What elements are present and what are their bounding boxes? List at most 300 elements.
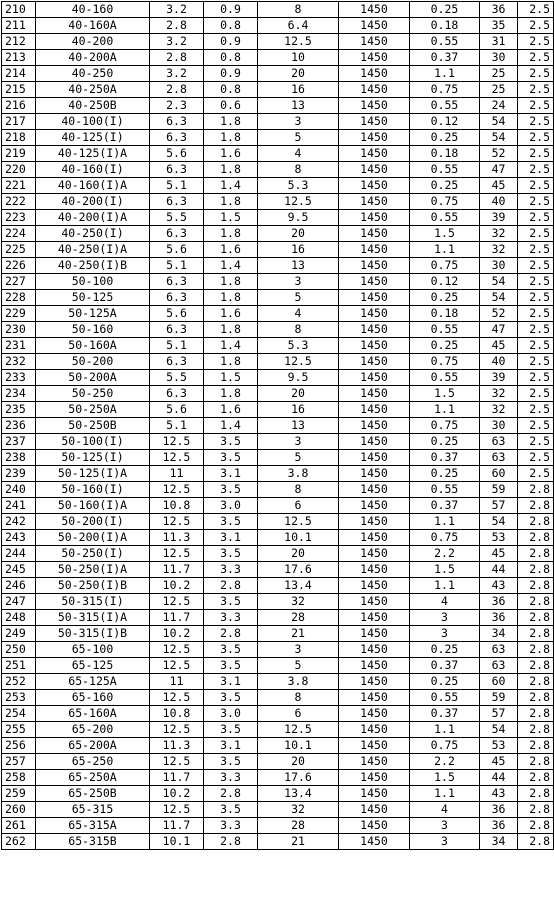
table-cell-flow-value-2: 1.4	[204, 418, 258, 434]
table-cell-row-number: 246	[2, 578, 36, 594]
table-cell-model: 65-315	[36, 802, 150, 818]
table-cell-head-value: 8	[258, 2, 339, 18]
table-cell-speed-value: 1450	[339, 98, 410, 114]
table-row	[2, 450, 554, 466]
table-cell-power-value: 0.75	[410, 82, 480, 98]
table-cell-efficiency-value: 54	[480, 130, 518, 146]
table-cell-row-number: 247	[2, 594, 36, 610]
table-cell-flow-value-2: 3.5	[204, 754, 258, 770]
table-cell-flow-value-2: 3.5	[204, 658, 258, 674]
table-cell-efficiency-value: 34	[480, 834, 518, 850]
table-cell-npsh-value: 2.8	[518, 578, 554, 594]
table-cell-flow-value: 6.3	[150, 194, 204, 210]
table-cell-power-value: 0.25	[410, 466, 480, 482]
table-cell-flow-value: 11.7	[150, 562, 204, 578]
table-cell-row-number: 227	[2, 274, 36, 290]
table-cell-speed-value: 1450	[339, 306, 410, 322]
table-cell-flow-value-2: 1.8	[204, 290, 258, 306]
table-cell-flow-value-2: 3.5	[204, 802, 258, 818]
table-cell-flow-value: 11.7	[150, 610, 204, 626]
table-cell-speed-value: 1450	[339, 722, 410, 738]
table-cell-npsh-value: 2.8	[518, 658, 554, 674]
table-row	[2, 50, 554, 66]
table-cell-head-value: 5	[258, 290, 339, 306]
table-cell-speed-value: 1450	[339, 642, 410, 658]
table-cell-head-value: 3	[258, 434, 339, 450]
table-cell-efficiency-value: 57	[480, 706, 518, 722]
table-row	[2, 722, 554, 738]
table-cell-row-number: 219	[2, 146, 36, 162]
table-cell-efficiency-value: 54	[480, 514, 518, 530]
table-cell-power-value: 0.75	[410, 258, 480, 274]
table-row	[2, 258, 554, 274]
table-cell-speed-value: 1450	[339, 770, 410, 786]
table-cell-speed-value: 1450	[339, 498, 410, 514]
table-cell-flow-value-2: 0.6	[204, 98, 258, 114]
table-cell-power-value: 0.75	[410, 194, 480, 210]
table-cell-row-number: 245	[2, 562, 36, 578]
table-cell-flow-value: 10.2	[150, 626, 204, 642]
table-row	[2, 18, 554, 34]
table-cell-model: 50-250	[36, 386, 150, 402]
table-cell-efficiency-value: 59	[480, 482, 518, 498]
table-cell-efficiency-value: 60	[480, 674, 518, 690]
table-cell-head-value: 13	[258, 258, 339, 274]
table-cell-npsh-value: 2.5	[518, 370, 554, 386]
table-cell-flow-value: 12.5	[150, 514, 204, 530]
table-cell-flow-value-2: 2.8	[204, 786, 258, 802]
table-cell-npsh-value: 2.5	[518, 242, 554, 258]
table-cell-speed-value: 1450	[339, 322, 410, 338]
table-cell-flow-value: 11.3	[150, 738, 204, 754]
table-cell-npsh-value: 2.5	[518, 386, 554, 402]
table-row	[2, 642, 554, 658]
table-cell-flow-value-2: 1.5	[204, 210, 258, 226]
table-cell-head-value: 3	[258, 274, 339, 290]
table-cell-row-number: 260	[2, 802, 36, 818]
table-row	[2, 530, 554, 546]
table-cell-flow-value-2: 3.5	[204, 434, 258, 450]
table-cell-row-number: 250	[2, 642, 36, 658]
table-cell-npsh-value: 2.5	[518, 18, 554, 34]
table-row	[2, 770, 554, 786]
table-cell-efficiency-value: 45	[480, 754, 518, 770]
table-cell-flow-value: 6.3	[150, 226, 204, 242]
table-cell-row-number: 234	[2, 386, 36, 402]
table-cell-speed-value: 1450	[339, 114, 410, 130]
table-cell-flow-value: 6.3	[150, 322, 204, 338]
table-cell-head-value: 20	[258, 66, 339, 82]
table-row	[2, 610, 554, 626]
table-cell-npsh-value: 2.5	[518, 434, 554, 450]
table-cell-npsh-value: 2.5	[518, 114, 554, 130]
table-cell-head-value: 12.5	[258, 514, 339, 530]
table-cell-model: 40-160(I)A	[36, 178, 150, 194]
table-cell-npsh-value: 2.8	[518, 802, 554, 818]
table-cell-efficiency-value: 34	[480, 626, 518, 642]
table-cell-speed-value: 1450	[339, 50, 410, 66]
table-cell-speed-value: 1450	[339, 402, 410, 418]
table-cell-efficiency-value: 40	[480, 194, 518, 210]
table-cell-efficiency-value: 52	[480, 146, 518, 162]
table-cell-power-value: 2.2	[410, 546, 480, 562]
table-cell-speed-value: 1450	[339, 82, 410, 98]
table-cell-model: 40-200	[36, 34, 150, 50]
table-row	[2, 626, 554, 642]
table-cell-power-value: 3	[410, 626, 480, 642]
table-cell-flow-value: 2.8	[150, 50, 204, 66]
table-row	[2, 82, 554, 98]
table-cell-flow-value-2: 3.3	[204, 562, 258, 578]
table-cell-flow-value: 3.2	[150, 2, 204, 18]
table-cell-flow-value-2: 0.9	[204, 34, 258, 50]
table-cell-efficiency-value: 54	[480, 274, 518, 290]
table-cell-model: 40-250(I)A	[36, 242, 150, 258]
table-cell-power-value: 0.55	[410, 162, 480, 178]
table-cell-row-number: 235	[2, 402, 36, 418]
table-cell-power-value: 0.12	[410, 114, 480, 130]
table-cell-row-number: 231	[2, 338, 36, 354]
table-cell-row-number: 214	[2, 66, 36, 82]
table-cell-speed-value: 1450	[339, 130, 410, 146]
table-cell-flow-value-2: 3.5	[204, 722, 258, 738]
table-cell-model: 65-200A	[36, 738, 150, 754]
table-cell-row-number: 257	[2, 754, 36, 770]
table-cell-speed-value: 1450	[339, 610, 410, 626]
table-row	[2, 274, 554, 290]
table-cell-row-number: 217	[2, 114, 36, 130]
table-cell-model: 50-315(I)	[36, 594, 150, 610]
table-cell-flow-value: 5.1	[150, 338, 204, 354]
table-cell-efficiency-value: 32	[480, 242, 518, 258]
table-cell-power-value: 0.18	[410, 146, 480, 162]
table-cell-efficiency-value: 32	[480, 386, 518, 402]
table-cell-head-value: 6.4	[258, 18, 339, 34]
table-cell-npsh-value: 2.5	[518, 66, 554, 82]
table-cell-power-value: 1.5	[410, 770, 480, 786]
table-cell-model: 65-250A	[36, 770, 150, 786]
table-cell-model: 65-160	[36, 690, 150, 706]
table-cell-head-value: 13.4	[258, 578, 339, 594]
table-cell-power-value: 0.25	[410, 2, 480, 18]
table-cell-npsh-value: 2.5	[518, 178, 554, 194]
table-cell-head-value: 17.6	[258, 562, 339, 578]
table-row	[2, 482, 554, 498]
table-cell-efficiency-value: 35	[480, 18, 518, 34]
table-cell-power-value: 0.55	[410, 98, 480, 114]
table-cell-npsh-value: 2.5	[518, 34, 554, 50]
table-row	[2, 370, 554, 386]
table-row	[2, 546, 554, 562]
table-cell-row-number: 224	[2, 226, 36, 242]
table-cell-row-number: 223	[2, 210, 36, 226]
table-row	[2, 130, 554, 146]
table-cell-flow-value-2: 1.8	[204, 226, 258, 242]
table-row	[2, 498, 554, 514]
table-cell-flow-value-2: 3.5	[204, 546, 258, 562]
table-cell-flow-value: 11	[150, 466, 204, 482]
table-cell-efficiency-value: 63	[480, 642, 518, 658]
table-cell-efficiency-value: 57	[480, 498, 518, 514]
table-cell-head-value: 16	[258, 82, 339, 98]
table-cell-efficiency-value: 47	[480, 322, 518, 338]
table-cell-power-value: 0.25	[410, 642, 480, 658]
table-cell-flow-value: 5.6	[150, 402, 204, 418]
table-cell-model: 50-250(I)B	[36, 578, 150, 594]
table-cell-efficiency-value: 43	[480, 786, 518, 802]
table-cell-speed-value: 1450	[339, 706, 410, 722]
table-cell-flow-value-2: 1.8	[204, 354, 258, 370]
table-cell-flow-value: 2.3	[150, 98, 204, 114]
table-cell-head-value: 5	[258, 658, 339, 674]
table-cell-power-value: 1.5	[410, 562, 480, 578]
table-cell-flow-value-2: 2.8	[204, 626, 258, 642]
table-cell-flow-value-2: 1.8	[204, 274, 258, 290]
table-cell-row-number: 222	[2, 194, 36, 210]
table-cell-row-number: 259	[2, 786, 36, 802]
table-cell-flow-value: 12.5	[150, 754, 204, 770]
table-cell-speed-value: 1450	[339, 178, 410, 194]
table-row	[2, 290, 554, 306]
table-cell-flow-value: 5.1	[150, 178, 204, 194]
table-cell-head-value: 12.5	[258, 194, 339, 210]
table-cell-head-value: 6	[258, 498, 339, 514]
table-row	[2, 578, 554, 594]
table-cell-power-value: 0.25	[410, 290, 480, 306]
table-cell-flow-value-2: 1.8	[204, 386, 258, 402]
table-cell-model: 40-250B	[36, 98, 150, 114]
table-row	[2, 2, 554, 18]
table-cell-head-value: 28	[258, 610, 339, 626]
table-cell-row-number: 243	[2, 530, 36, 546]
table-cell-efficiency-value: 54	[480, 114, 518, 130]
table-cell-flow-value: 6.3	[150, 114, 204, 130]
table-cell-model: 65-315A	[36, 818, 150, 834]
table-row	[2, 34, 554, 50]
table-cell-speed-value: 1450	[339, 578, 410, 594]
table-cell-speed-value: 1450	[339, 466, 410, 482]
table-cell-speed-value: 1450	[339, 514, 410, 530]
table-cell-flow-value: 10.8	[150, 706, 204, 722]
table-cell-efficiency-value: 36	[480, 818, 518, 834]
table-cell-model: 50-160	[36, 322, 150, 338]
table-cell-flow-value-2: 1.4	[204, 258, 258, 274]
table-cell-efficiency-value: 63	[480, 658, 518, 674]
table-cell-power-value: 1.5	[410, 386, 480, 402]
table-cell-efficiency-value: 45	[480, 178, 518, 194]
table-cell-efficiency-value: 36	[480, 2, 518, 18]
table-cell-efficiency-value: 30	[480, 418, 518, 434]
table-cell-npsh-value: 2.8	[518, 642, 554, 658]
table-row	[2, 818, 554, 834]
table-cell-model: 50-200	[36, 354, 150, 370]
table-cell-row-number: 220	[2, 162, 36, 178]
table-cell-npsh-value: 2.5	[518, 226, 554, 242]
table-row	[2, 226, 554, 242]
table-cell-head-value: 9.5	[258, 210, 339, 226]
table-cell-model: 40-200(I)A	[36, 210, 150, 226]
table-cell-power-value: 0.25	[410, 674, 480, 690]
table-cell-model: 65-200	[36, 722, 150, 738]
table-cell-row-number: 244	[2, 546, 36, 562]
table-cell-power-value: 0.55	[410, 690, 480, 706]
table-cell-head-value: 10.1	[258, 738, 339, 754]
table-cell-flow-value: 12.5	[150, 450, 204, 466]
table-cell-npsh-value: 2.8	[518, 546, 554, 562]
table-cell-npsh-value: 2.8	[518, 706, 554, 722]
table-cell-flow-value: 11	[150, 674, 204, 690]
table-cell-model: 40-250	[36, 66, 150, 82]
table-cell-row-number: 256	[2, 738, 36, 754]
table-cell-speed-value: 1450	[339, 690, 410, 706]
table-cell-speed-value: 1450	[339, 562, 410, 578]
table-row	[2, 322, 554, 338]
table-cell-npsh-value: 2.8	[518, 482, 554, 498]
table-cell-head-value: 32	[258, 594, 339, 610]
table-cell-power-value: 0.55	[410, 370, 480, 386]
table-cell-efficiency-value: 53	[480, 530, 518, 546]
table-row	[2, 802, 554, 818]
table-cell-model: 50-200(I)A	[36, 530, 150, 546]
table-cell-flow-value: 12.5	[150, 482, 204, 498]
table-row	[2, 434, 554, 450]
table-cell-efficiency-value: 39	[480, 210, 518, 226]
table-cell-flow-value-2: 3.5	[204, 594, 258, 610]
table-cell-npsh-value: 2.5	[518, 290, 554, 306]
table-cell-flow-value-2: 3.1	[204, 530, 258, 546]
table-cell-flow-value: 3.2	[150, 34, 204, 50]
table-cell-row-number: 249	[2, 626, 36, 642]
table-cell-efficiency-value: 45	[480, 338, 518, 354]
table-cell-row-number: 261	[2, 818, 36, 834]
table-cell-power-value: 2.2	[410, 754, 480, 770]
table-cell-flow-value: 12.5	[150, 594, 204, 610]
table-cell-model: 50-200(I)	[36, 514, 150, 530]
table-cell-speed-value: 1450	[339, 818, 410, 834]
table-cell-model: 65-125	[36, 658, 150, 674]
table-cell-model: 65-100	[36, 642, 150, 658]
table-cell-flow-value-2: 0.8	[204, 82, 258, 98]
table-cell-row-number: 218	[2, 130, 36, 146]
table-cell-flow-value: 12.5	[150, 722, 204, 738]
table-row	[2, 194, 554, 210]
table-cell-flow-value-2: 0.8	[204, 50, 258, 66]
table-cell-row-number: 228	[2, 290, 36, 306]
table-cell-row-number: 252	[2, 674, 36, 690]
table-cell-flow-value-2: 3.1	[204, 466, 258, 482]
table-cell-speed-value: 1450	[339, 66, 410, 82]
table-cell-power-value: 0.75	[410, 738, 480, 754]
table-cell-efficiency-value: 47	[480, 162, 518, 178]
table-cell-row-number: 254	[2, 706, 36, 722]
table-cell-speed-value: 1450	[339, 354, 410, 370]
table-cell-power-value: 3	[410, 610, 480, 626]
table-cell-flow-value-2: 2.8	[204, 578, 258, 594]
table-cell-efficiency-value: 44	[480, 770, 518, 786]
table-cell-row-number: 232	[2, 354, 36, 370]
table-cell-flow-value: 5.1	[150, 418, 204, 434]
table-cell-row-number: 240	[2, 482, 36, 498]
table-cell-flow-value-2: 3.5	[204, 514, 258, 530]
table-cell-power-value: 0.37	[410, 706, 480, 722]
table-cell-head-value: 9.5	[258, 370, 339, 386]
table-cell-flow-value: 10.2	[150, 578, 204, 594]
table-cell-npsh-value: 2.5	[518, 466, 554, 482]
table-cell-model: 40-125(I)A	[36, 146, 150, 162]
table-cell-flow-value: 2.8	[150, 82, 204, 98]
table-cell-model: 65-125A	[36, 674, 150, 690]
table-cell-model: 50-250B	[36, 418, 150, 434]
table-cell-model: 50-160A	[36, 338, 150, 354]
table-cell-flow-value: 5.6	[150, 146, 204, 162]
table-cell-head-value: 16	[258, 242, 339, 258]
table-row	[2, 146, 554, 162]
table-cell-flow-value: 11.7	[150, 818, 204, 834]
table-cell-power-value: 0.18	[410, 306, 480, 322]
table-cell-row-number: 258	[2, 770, 36, 786]
table-row	[2, 706, 554, 722]
table-cell-speed-value: 1450	[339, 450, 410, 466]
table-cell-flow-value-2: 3.0	[204, 706, 258, 722]
table-cell-flow-value: 6.3	[150, 354, 204, 370]
table-cell-npsh-value: 2.5	[518, 98, 554, 114]
table-cell-model: 50-160(I)A	[36, 498, 150, 514]
table-cell-npsh-value: 2.8	[518, 562, 554, 578]
table-cell-flow-value: 6.3	[150, 130, 204, 146]
table-cell-head-value: 5	[258, 130, 339, 146]
table-cell-flow-value: 6.3	[150, 290, 204, 306]
table-cell-flow-value-2: 3.0	[204, 498, 258, 514]
table-cell-flow-value: 5.5	[150, 370, 204, 386]
table-cell-flow-value-2: 1.6	[204, 242, 258, 258]
table-cell-head-value: 20	[258, 546, 339, 562]
table-row	[2, 210, 554, 226]
table-row	[2, 786, 554, 802]
table-cell-head-value: 5.3	[258, 178, 339, 194]
table-cell-head-value: 12.5	[258, 722, 339, 738]
table-cell-head-value: 32	[258, 802, 339, 818]
table-row	[2, 738, 554, 754]
table-cell-power-value: 0.12	[410, 274, 480, 290]
table-cell-speed-value: 1450	[339, 434, 410, 450]
table-cell-flow-value: 10.1	[150, 834, 204, 850]
table-cell-model: 65-160A	[36, 706, 150, 722]
table-cell-model: 40-250(I)B	[36, 258, 150, 274]
table-cell-efficiency-value: 52	[480, 306, 518, 322]
table-cell-head-value: 8	[258, 162, 339, 178]
table-cell-flow-value: 11.7	[150, 770, 204, 786]
table-cell-flow-value-2: 1.8	[204, 162, 258, 178]
table-cell-row-number: 213	[2, 50, 36, 66]
table-cell-row-number: 238	[2, 450, 36, 466]
table-cell-model: 50-315(I)B	[36, 626, 150, 642]
table-cell-npsh-value: 2.5	[518, 354, 554, 370]
table-cell-power-value: 0.75	[410, 418, 480, 434]
table-cell-row-number: 215	[2, 82, 36, 98]
table-cell-row-number: 212	[2, 34, 36, 50]
table-row	[2, 242, 554, 258]
table-cell-flow-value-2: 1.6	[204, 402, 258, 418]
table-row	[2, 354, 554, 370]
table-cell-head-value: 21	[258, 626, 339, 642]
table-body	[2, 2, 554, 850]
table-cell-efficiency-value: 25	[480, 66, 518, 82]
table-row	[2, 178, 554, 194]
table-cell-npsh-value: 2.5	[518, 418, 554, 434]
pump-spec-table	[1, 1, 554, 850]
table-cell-flow-value: 5.6	[150, 306, 204, 322]
table-cell-power-value: 1.5	[410, 226, 480, 242]
